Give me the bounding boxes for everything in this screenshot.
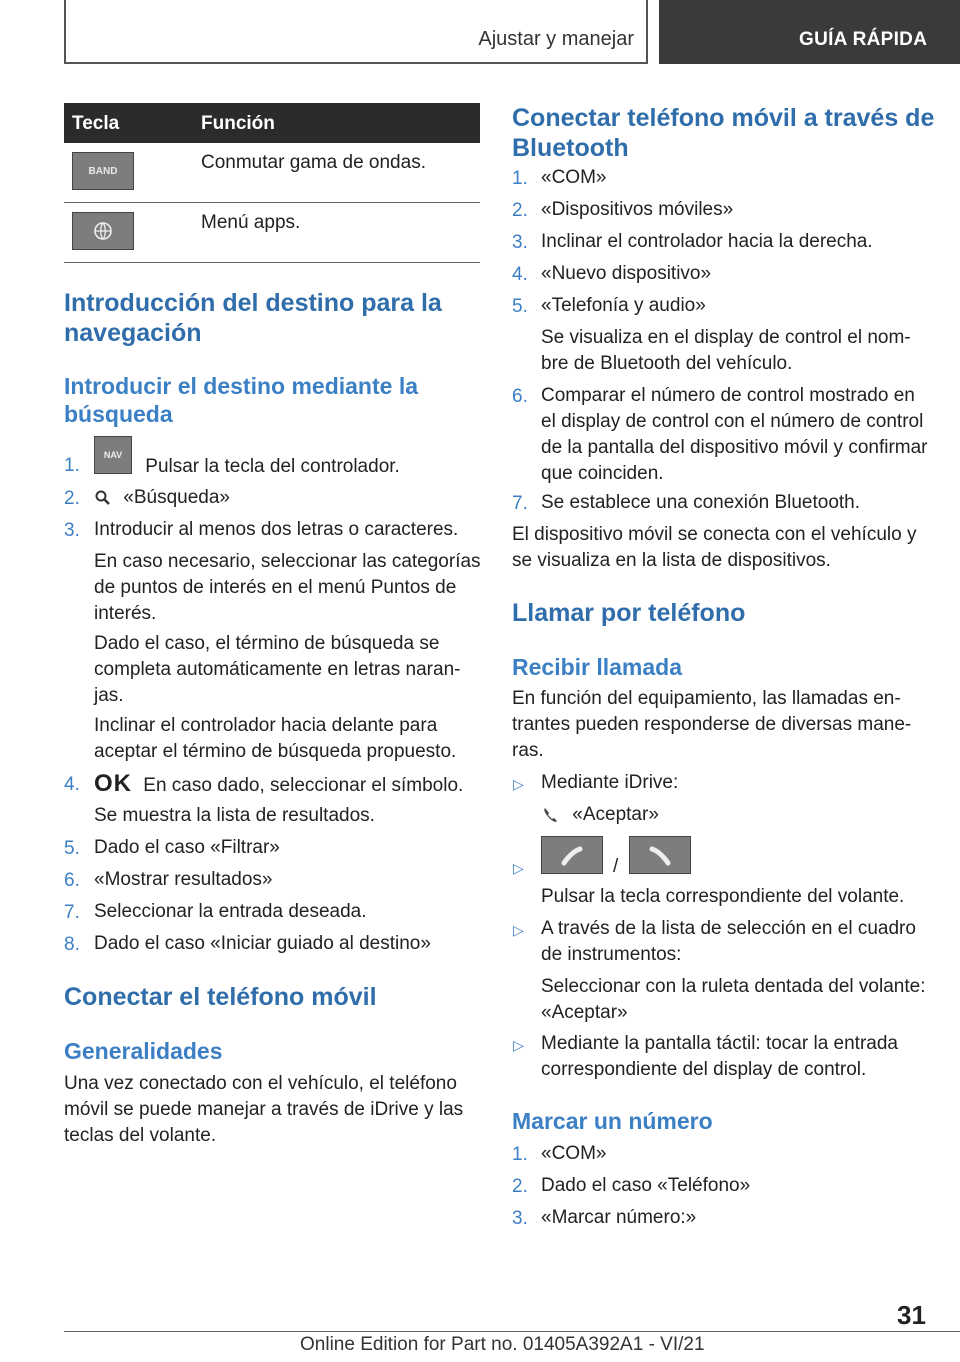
heading-recibir: Recibir llamada — [512, 654, 683, 680]
heading-generalidades: Generalidades — [64, 1038, 223, 1064]
bullet-item: Mediante iDrive: — [541, 772, 679, 793]
list-item: Dado el caso «Teléfono» — [541, 1175, 751, 1196]
heading-bluetooth: Conectar teléfono móvil a través de Bluetooth — [512, 104, 935, 162]
bullet-item: A través de la lista de selección en el cuadro de instrumentos: — [541, 918, 916, 965]
step-number: 4. — [512, 264, 528, 285]
search-icon — [94, 489, 112, 507]
bullet-item: Mediante la pantalla táctil: tocar la entrada correspondiente del display de control. — [541, 1033, 898, 1080]
table-row — [64, 203, 480, 263]
step-number: 1. — [64, 455, 80, 476]
list-item: «COM» — [541, 1143, 607, 1164]
generalidades-text: Una vez conectado con el vehículo, el teléfono móvil se puede manejar a través de iDrive y las teclas del volante. — [64, 1073, 464, 1146]
step-number: 7. — [512, 493, 528, 514]
list-item: Introducir al menos dos letras o caracteres. — [94, 519, 459, 540]
key-function-table — [64, 103, 480, 263]
header-section-title: Ajustar y manejar — [478, 28, 634, 50]
heading-conectar-movil: Conectar el teléfono móvil — [64, 983, 377, 1011]
step-number: 6. — [512, 386, 528, 407]
list-item: «Marcar número:» — [541, 1207, 697, 1228]
table-cell-text: Conmutar gama de ondas. — [201, 152, 426, 173]
step-number: 3. — [512, 1208, 528, 1229]
step-number: 5. — [512, 296, 528, 317]
ok-symbol-icon: OK — [94, 770, 132, 797]
table-col-function: Función — [201, 113, 275, 134]
list-item: Dado el caso «Filtrar» — [94, 837, 280, 858]
footer-divider — [64, 1331, 960, 1332]
header-section-box — [64, 0, 648, 64]
heading-marcar: Marcar un número — [512, 1108, 713, 1134]
step-number: 5. — [64, 838, 80, 859]
slash-separator: / — [613, 856, 619, 877]
step-number: 2. — [512, 1176, 528, 1197]
bluetooth-after-text: El dispositivo móvil se conecta con el vehículo y se visualiza en la lista de dispositivos. — [512, 524, 917, 571]
list-item: Comparar el número de control mostrado en el display de control con el número de control de la pantalla del dispositivo móvil y confirmar que coinciden. — [541, 385, 928, 484]
list-item: «COM» — [541, 167, 607, 188]
table-col-key: Tecla — [72, 113, 120, 134]
step-number: 1. — [512, 1144, 528, 1165]
list-item: «Dispositivos móviles» — [541, 199, 734, 220]
step-number: 7. — [64, 902, 80, 923]
footer-edition: Online Edition for Part no. 01405A392A1 - VI/21 — [300, 1334, 705, 1355]
globe-icon — [93, 221, 113, 241]
bullet-sub: «Aceptar» — [541, 802, 659, 828]
bullet-triangle-icon: ▷ — [513, 922, 524, 938]
header-chapter-box — [659, 0, 960, 64]
step4-detail: Se muestra la lista de resultados. — [94, 805, 375, 826]
bullet-triangle-icon: ▷ — [513, 1037, 524, 1053]
handset-icon — [542, 837, 602, 873]
table-header — [64, 103, 480, 143]
list-item: Seleccionar la entrada deseada. — [94, 901, 367, 922]
phone-key-accept-icon — [541, 836, 603, 874]
heading-intro-destino: Introducción del destino para la navegación — [64, 289, 442, 347]
list-item: «Mostrar resultados» — [94, 869, 273, 890]
bullet-triangle-icon: ▷ — [513, 776, 524, 792]
step5-detail: Se visualiza en el display de control el nom- bre de Bluetooth del vehículo. — [541, 327, 911, 374]
step3-detail: Dado el caso, el término de búsqueda se completa automáticamente en letras naran- jas. — [94, 633, 461, 706]
table-row — [64, 143, 480, 203]
step-number: 2. — [512, 200, 528, 221]
step-number: 4. — [64, 774, 80, 795]
heading-llamar: Llamar por teléfono — [512, 599, 746, 627]
list-item: «Nuevo dispositivo» — [541, 263, 712, 284]
list-item: Se establece una conexión Bluetooth. — [541, 492, 861, 513]
list-item: «Búsqueda» — [94, 485, 230, 511]
heading-busqueda: Introducir el destino mediante la búsqueda — [64, 373, 419, 427]
page-number: 31 — [897, 1300, 926, 1330]
bullet-sub: Seleccionar con la ruleta dentada del volante: «Aceptar» — [541, 976, 926, 1023]
bullet-sub: Pulsar la tecla correspondiente del volante. — [541, 886, 905, 907]
nav-key-icon: NAV — [94, 436, 132, 474]
list-item: OK En caso dado, seleccionar el símbolo. — [94, 770, 464, 797]
step-number: 3. — [512, 232, 528, 253]
header-chapter-title: GUÍA RÁPIDA — [799, 29, 928, 50]
list-item: Inclinar el controlador hacia la derecha. — [541, 231, 873, 252]
step3-detail: Inclinar el controlador hacia delante para aceptar el término de búsqueda propuesto. — [94, 715, 457, 762]
list-item: NAV Pulsar la tecla del controlador. — [94, 436, 400, 474]
step-number: 2. — [64, 488, 80, 509]
apps-key-icon — [72, 212, 134, 250]
phone-accept-icon — [541, 805, 561, 825]
recibir-text: En función del equipamiento, las llamadas en- trantes pueden responderse de diversas mane- ras. — [512, 688, 912, 761]
list-item: Dado el caso «Iniciar guiado al destino» — [94, 933, 431, 954]
list-item: «Telefonía y audio» — [541, 295, 706, 316]
step-number: 6. — [64, 870, 80, 891]
step-number: 3. — [64, 520, 80, 541]
phone-key-end-icon — [629, 836, 691, 874]
handset-icon — [630, 837, 690, 873]
step3-detail: En caso necesario, seleccionar las categorías de puntos de interés en el menú Puntos de interés. — [94, 551, 481, 624]
band-key-icon: BAND — [72, 152, 134, 190]
step-number: 1. — [512, 168, 528, 189]
table-cell-text: Menú apps. — [201, 212, 301, 233]
step-number: 8. — [64, 934, 80, 955]
bullet-triangle-icon: ▷ — [513, 860, 524, 876]
